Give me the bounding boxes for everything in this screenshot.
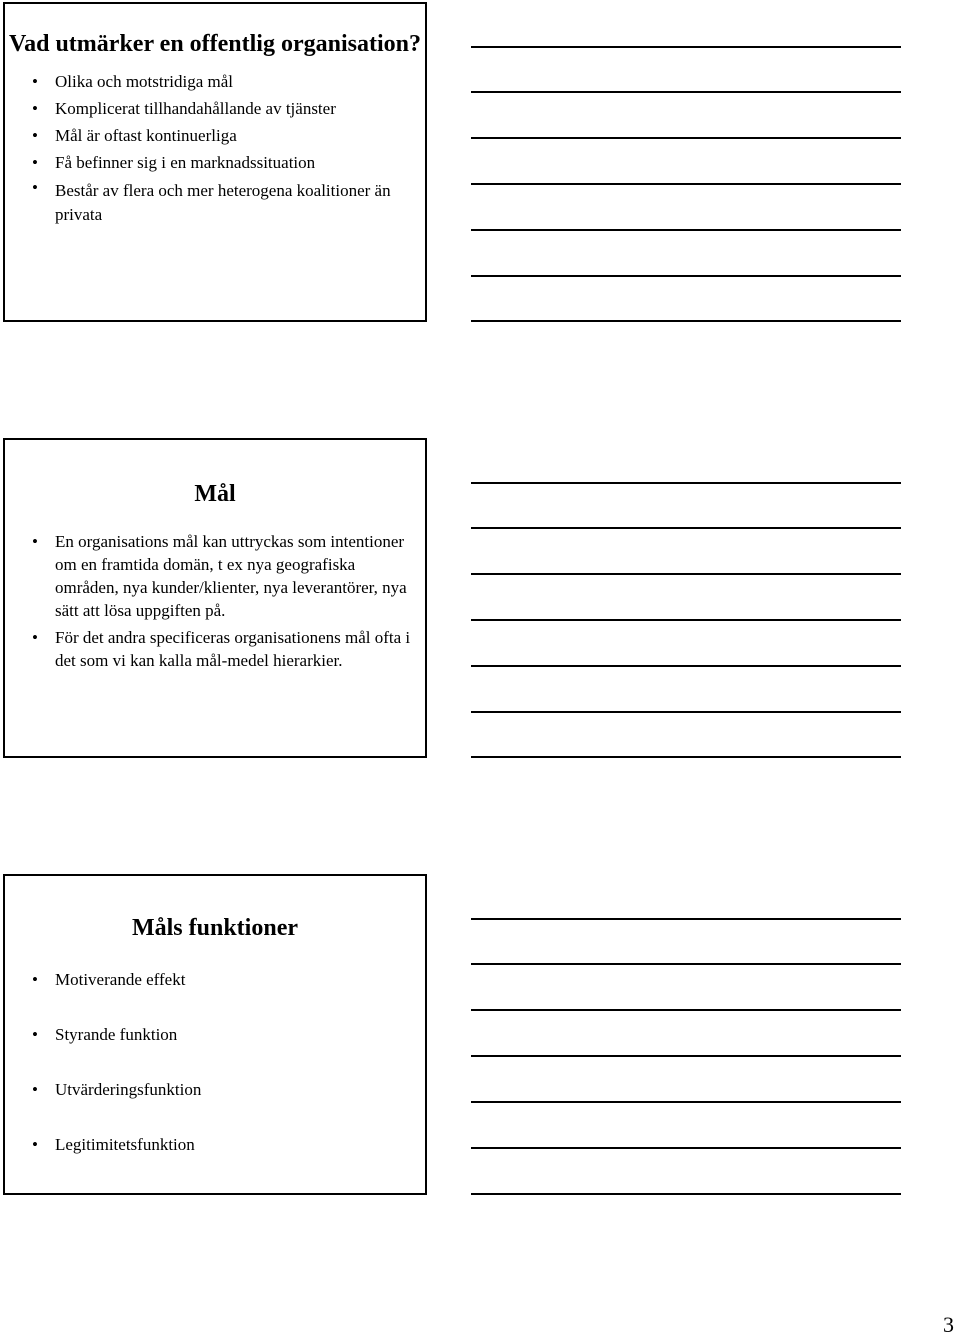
note-line <box>471 619 901 621</box>
note-line <box>471 1055 901 1057</box>
slide-title: Vad utmärker en offentlig organisation? <box>8 31 421 57</box>
bullet-item: • Legitimitetsfunktion <box>55 1133 415 1157</box>
note-line <box>471 1193 901 1195</box>
note-line <box>471 1147 901 1149</box>
note-line <box>471 711 901 713</box>
page-number: 3 <box>943 1312 954 1337</box>
bullet-list <box>5 968 425 1157</box>
bullet-item: • Få befinner sig i en marknadssituation <box>55 149 415 176</box>
bullet-list <box>5 68 425 227</box>
note-line <box>471 573 901 575</box>
bullet-item: • Består av flera och mer heterogena koalitioner än privata <box>55 176 415 227</box>
bullet-item: • Mål är oftast kontinuerliga <box>55 122 415 149</box>
slide-3 <box>3 874 427 1195</box>
slide-title: Mål <box>194 481 236 507</box>
note-line <box>471 1101 901 1103</box>
note-line <box>471 320 901 322</box>
note-line <box>471 275 901 277</box>
note-line <box>471 1009 901 1011</box>
bullet-item: • För det andra specificeras organisationens mål ofta i det som vi kan kalla mål-medel hierarkier. <box>55 626 415 672</box>
bullet-item: • En organisations mål kan uttryckas som intentioner om en framtida domän, t ex nya geografiska områden, nya kunder/klienter, nya leverantörer, nya sätt att lösa uppgiften på. <box>55 530 415 622</box>
note-line <box>471 963 901 965</box>
note-line <box>471 46 901 48</box>
note-line <box>471 229 901 231</box>
note-line <box>471 665 901 667</box>
bullet-item: • Motiverande effekt <box>55 968 415 992</box>
bullet-list <box>5 530 425 672</box>
note-line <box>471 756 901 758</box>
note-line <box>471 91 901 93</box>
bullet-item: • Olika och motstridiga mål <box>55 68 415 95</box>
note-line <box>471 137 901 139</box>
note-line <box>471 527 901 529</box>
note-line <box>471 918 901 920</box>
note-line <box>471 183 901 185</box>
bullet-item: • Komplicerat tillhandahållande av tjänster <box>55 95 415 122</box>
bullet-item: • Utvärderingsfunktion <box>55 1078 415 1102</box>
bullet-item: • Styrande funktion <box>55 1023 415 1047</box>
slide-title: Måls funktioner <box>131 915 298 941</box>
note-line <box>471 482 901 484</box>
slide-1 <box>3 2 427 322</box>
slide-2 <box>3 438 427 758</box>
